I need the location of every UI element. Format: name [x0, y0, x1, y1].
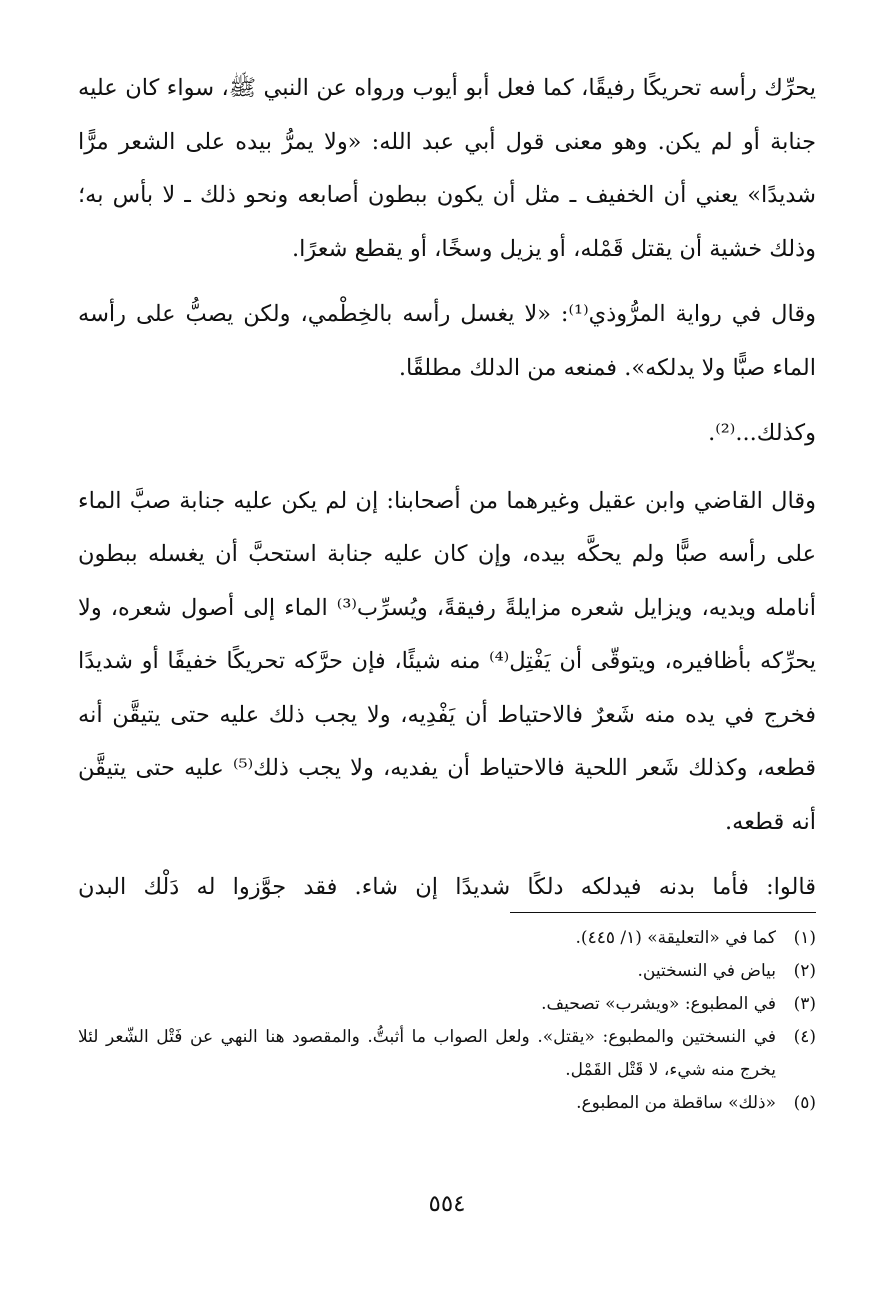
page-number: ٥٥٤	[428, 1191, 466, 1217]
footnote-text: «ذلك» ساقطة من المطبوع.	[576, 1093, 776, 1113]
paragraph-3: وكذلك...⁽²⁾.	[708, 420, 816, 446]
footnote-number: (٤)	[793, 1027, 816, 1047]
footnote-text: في النسختين والمطبوع: «يقتل». ولعل الصواب ما أثبتُّ. والمقصود هنا النهي عن فَتْل الشّعر لئلا يخرج منه شيء، لا قَتْل القَمْل.	[78, 1027, 776, 1080]
main-text	[78, 62, 816, 915]
footnote-4	[78, 1021, 816, 1087]
paragraph-2: وقال في رواية المرُّوذي⁽¹⁾: «لا يغسل رأسه بالخِطْمي، ولكن يصبُّ على رأسه الماء صبًّا ولا يدلكه». فمنعه من الدلك مطلقًا.	[78, 301, 816, 381]
paragraph-4: وقال القاضي وابن عقيل وغيرهما من أصحابنا: إن لم يكن عليه جنابة صبَّ الماء على رأسه صبًّا ولم يحكَّه بيده، وإن كان عليه جنابة استحبَّ أن يغسله ببطون أنامله ويديه، ويزايل شعره مزايلةً رفيقةً، ويُسرِّب⁽³⁾ الماء إلى أصول شعره، ولا يحرِّكه بأظافيره، ويتوقّى أن يَفْتِل⁽⁴⁾ منه شيئًا، فإن حرَّكه تحريكًا خفيفًا أو شديدًا فخرج في يده منه شَعرٌ فالاحتياط أن يَفْدِيه، ولا يجب ذلك عليه حتى يتيقَّن أنه قطعه، وكذلك شَعر اللحية فالاحتياط أن يفديه، ولا يجب ذلك⁽⁵⁾ عليه حتى يتيقَّن أنه قطعه.	[78, 487, 817, 835]
footnote-number: (٢)	[793, 961, 816, 981]
footnote-text: بياض في النسختين.	[637, 961, 776, 981]
footnotes	[78, 922, 816, 1120]
footnote-1	[78, 922, 816, 955]
footnote-2	[78, 955, 816, 988]
footnote-number: (١)	[793, 928, 816, 948]
footnote-text: كما في «التعليقة» (١/ ٤٤٥).	[575, 928, 776, 948]
footnote-number: (٣)	[793, 994, 816, 1014]
footnote-5	[78, 1087, 816, 1120]
footnote-number: (٥)	[793, 1093, 816, 1113]
footnote-3	[78, 988, 816, 1021]
footnote-separator	[510, 912, 816, 913]
paragraph-5: قالوا: فأما بدنه فيدلكه دلكًا شديدًا إن شاء. فقد جوَّزوا له دَلْك البدن	[78, 874, 816, 900]
book-page	[78, 62, 816, 1290]
paragraph-1: يحرِّك رأسه تحريكًا رفيقًا، كما فعل أبو أيوب ورواه عن النبي ﷺ، سواء كان عليه جنابة أو لم يكن. وهو معنى قول أبي عبد الله: «ولا يمرُّ بيده على الشعر مرًّا شديدًا» يعني أن الخفيف ـ مثل أن يكون ببطون أصابعه ونحو ذلك ـ لا بأس به؛ وذلك خشية أن يقتل قَمْله، أو يزيل وسخًا، أو يقطع شعرًا.	[78, 75, 816, 262]
footnote-text: في المطبوع: «ويشرب» تصحيف.	[541, 994, 776, 1014]
